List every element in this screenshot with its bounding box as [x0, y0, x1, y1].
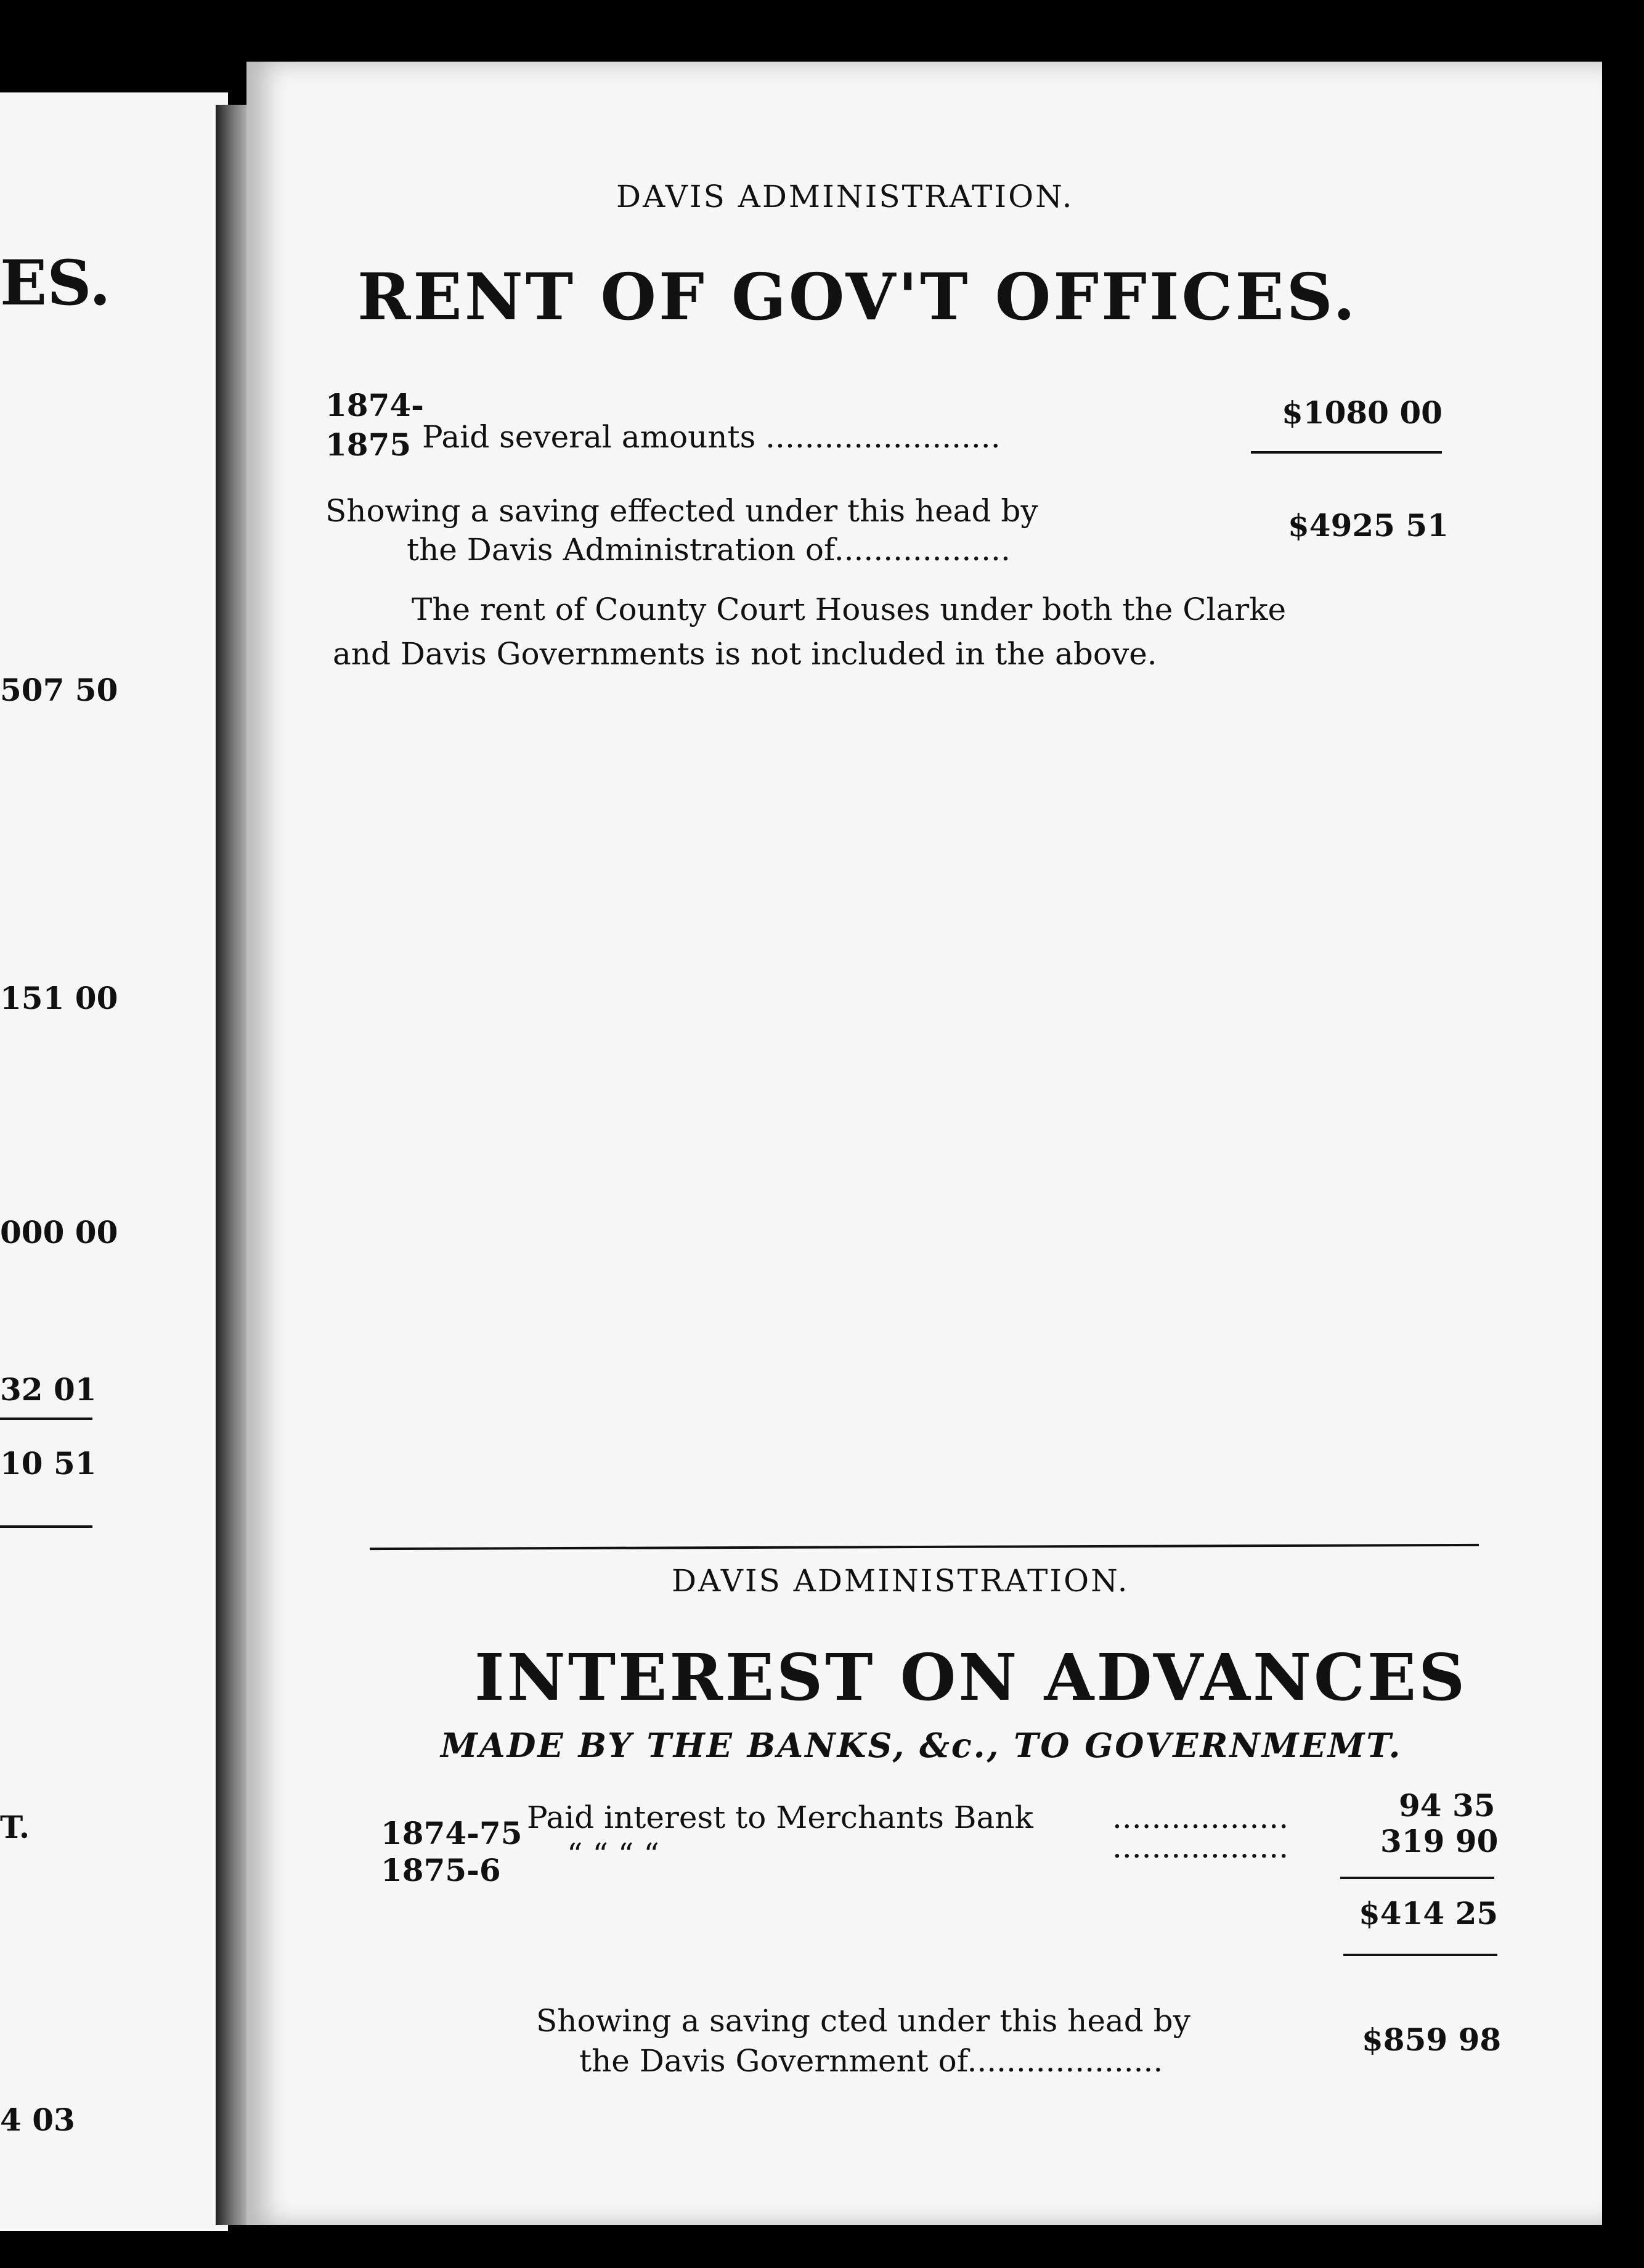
- left-facing-page: [0, 92, 228, 2231]
- rent-paid-rule: [1251, 451, 1442, 454]
- interest-row-year: 1875-6: [381, 1852, 501, 1888]
- interest-row-amount: 319 90: [1380, 1823, 1499, 1859]
- interest-saving-line-2: the Davis Government of....................: [579, 2043, 1163, 2079]
- rent-note-line-1: The rent of County Court Houses under both the Clarke: [412, 592, 1287, 627]
- rent-year-b: 1875: [325, 426, 412, 463]
- interest-kicker: DAVIS ADMINISTRATION.: [672, 1563, 1129, 1599]
- left-page-fragment: 151 00: [0, 980, 118, 1016]
- rent-note-line-2: and Davis Governments is not included in the above.: [333, 636, 1157, 672]
- left-page-fragment: 507 50: [0, 672, 118, 708]
- section-divider: [370, 1544, 1479, 1550]
- interest-total-rule-top: [1340, 1877, 1494, 1879]
- left-page-fragment: 32 01: [0, 1371, 97, 1408]
- left-page-fragment: ES.: [0, 247, 111, 319]
- interest-saving-amount: $859 98: [1362, 2021, 1502, 2058]
- left-page-fragment: 000 00: [0, 1214, 118, 1250]
- rent-paid-label: Paid several amounts ........................: [422, 419, 1001, 455]
- interest-row-desc: Paid interest to Merchants Bank: [527, 1800, 1033, 1835]
- left-page-fragment: T.: [0, 1809, 30, 1845]
- left-page-fragment: 10 51: [0, 1445, 97, 1482]
- interest-row-desc: “ “ “ “: [567, 1837, 659, 1872]
- interest-saving-line-1: Showing a saving cted under this head by: [536, 2003, 1190, 2039]
- left-page-fragment: 4 03: [0, 2102, 75, 2138]
- rent-paid-amount: $1080 00: [1282, 394, 1443, 431]
- interest-total-amount: $414 25: [1359, 1895, 1499, 1931]
- rent-kicker: DAVIS ADMINISTRATION.: [616, 179, 1074, 214]
- rent-saving-line-2: the Davis Administration of..................: [407, 532, 1011, 568]
- interest-row-year: 1874-75: [381, 1815, 523, 1851]
- left-page-rule: [0, 1525, 92, 1528]
- interest-subtitle: MADE BY THE BANKS, &c., TO GOVERNMEMT.: [441, 1726, 1402, 1765]
- main-page: [246, 62, 1602, 2225]
- interest-row-leader: ..................: [1112, 1829, 1289, 1865]
- interest-title: INTEREST ON ADVANCES: [474, 1639, 1468, 1715]
- rent-title: RENT OF GOV'T OFFICES.: [357, 259, 1358, 335]
- interest-total-rule-bottom: [1343, 1954, 1497, 1956]
- interest-row-leader: ..................: [1112, 1800, 1289, 1835]
- interest-row-amount: 94 35: [1399, 1787, 1495, 1824]
- rent-saving-line-1: Showing a saving effected under this head by: [325, 493, 1038, 529]
- left-page-rule: [0, 1418, 92, 1420]
- rent-saving-amount: $4925 51: [1288, 507, 1449, 544]
- rent-year-a: 1874-: [325, 387, 424, 423]
